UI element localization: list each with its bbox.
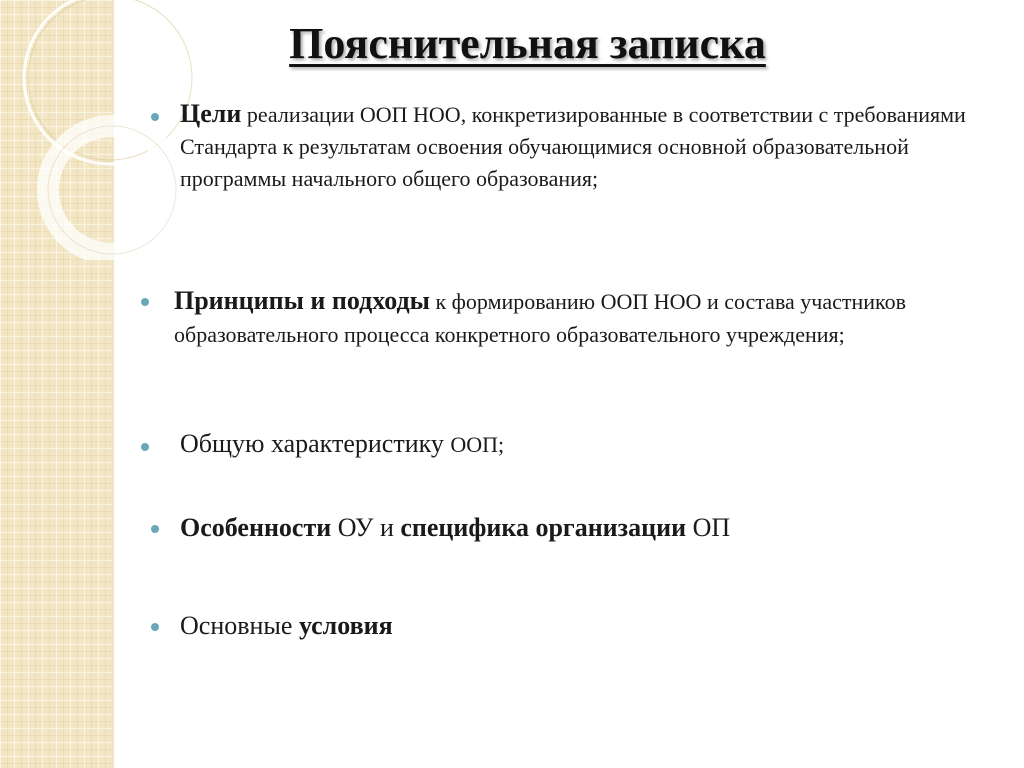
features-bold-2: специфика организации [400, 513, 687, 542]
conditions-bold: условия [298, 611, 393, 640]
list-item-goals [180, 98, 1000, 195]
list-item-conditions [180, 609, 780, 643]
bullet-icon [141, 443, 149, 451]
bullet-icon [151, 623, 159, 631]
conditions-text: Основные [180, 611, 299, 640]
overview-text: Общую характеристику [180, 429, 451, 458]
slide-title: Пояснительная записка [289, 19, 766, 68]
overview-small-text: ООП; [450, 432, 505, 457]
features-bold: Особенности [180, 513, 332, 542]
list-item-overview [180, 427, 880, 462]
list-item-principles [174, 284, 934, 351]
principles-text: к формированию ООП НОО и состава участников образовательного процесса конкретного образовательного учреждения; [174, 289, 907, 347]
goals-lead: Цели [180, 99, 242, 128]
bullet-icon [151, 113, 159, 121]
bullet-icon [151, 525, 159, 533]
features-tail: ОП [686, 513, 731, 542]
list-item-features [180, 511, 980, 545]
principles-lead: Принципы и подходы [174, 286, 430, 315]
goals-text: реализации ООП НОО, конкретизированные в соответствии с требованиями Стандарта к результатам освоения обучающимися основной образовательной программы начального общего образования; [180, 102, 966, 191]
bullet-icon [141, 298, 149, 306]
features-mid: ОУ и [331, 513, 401, 542]
